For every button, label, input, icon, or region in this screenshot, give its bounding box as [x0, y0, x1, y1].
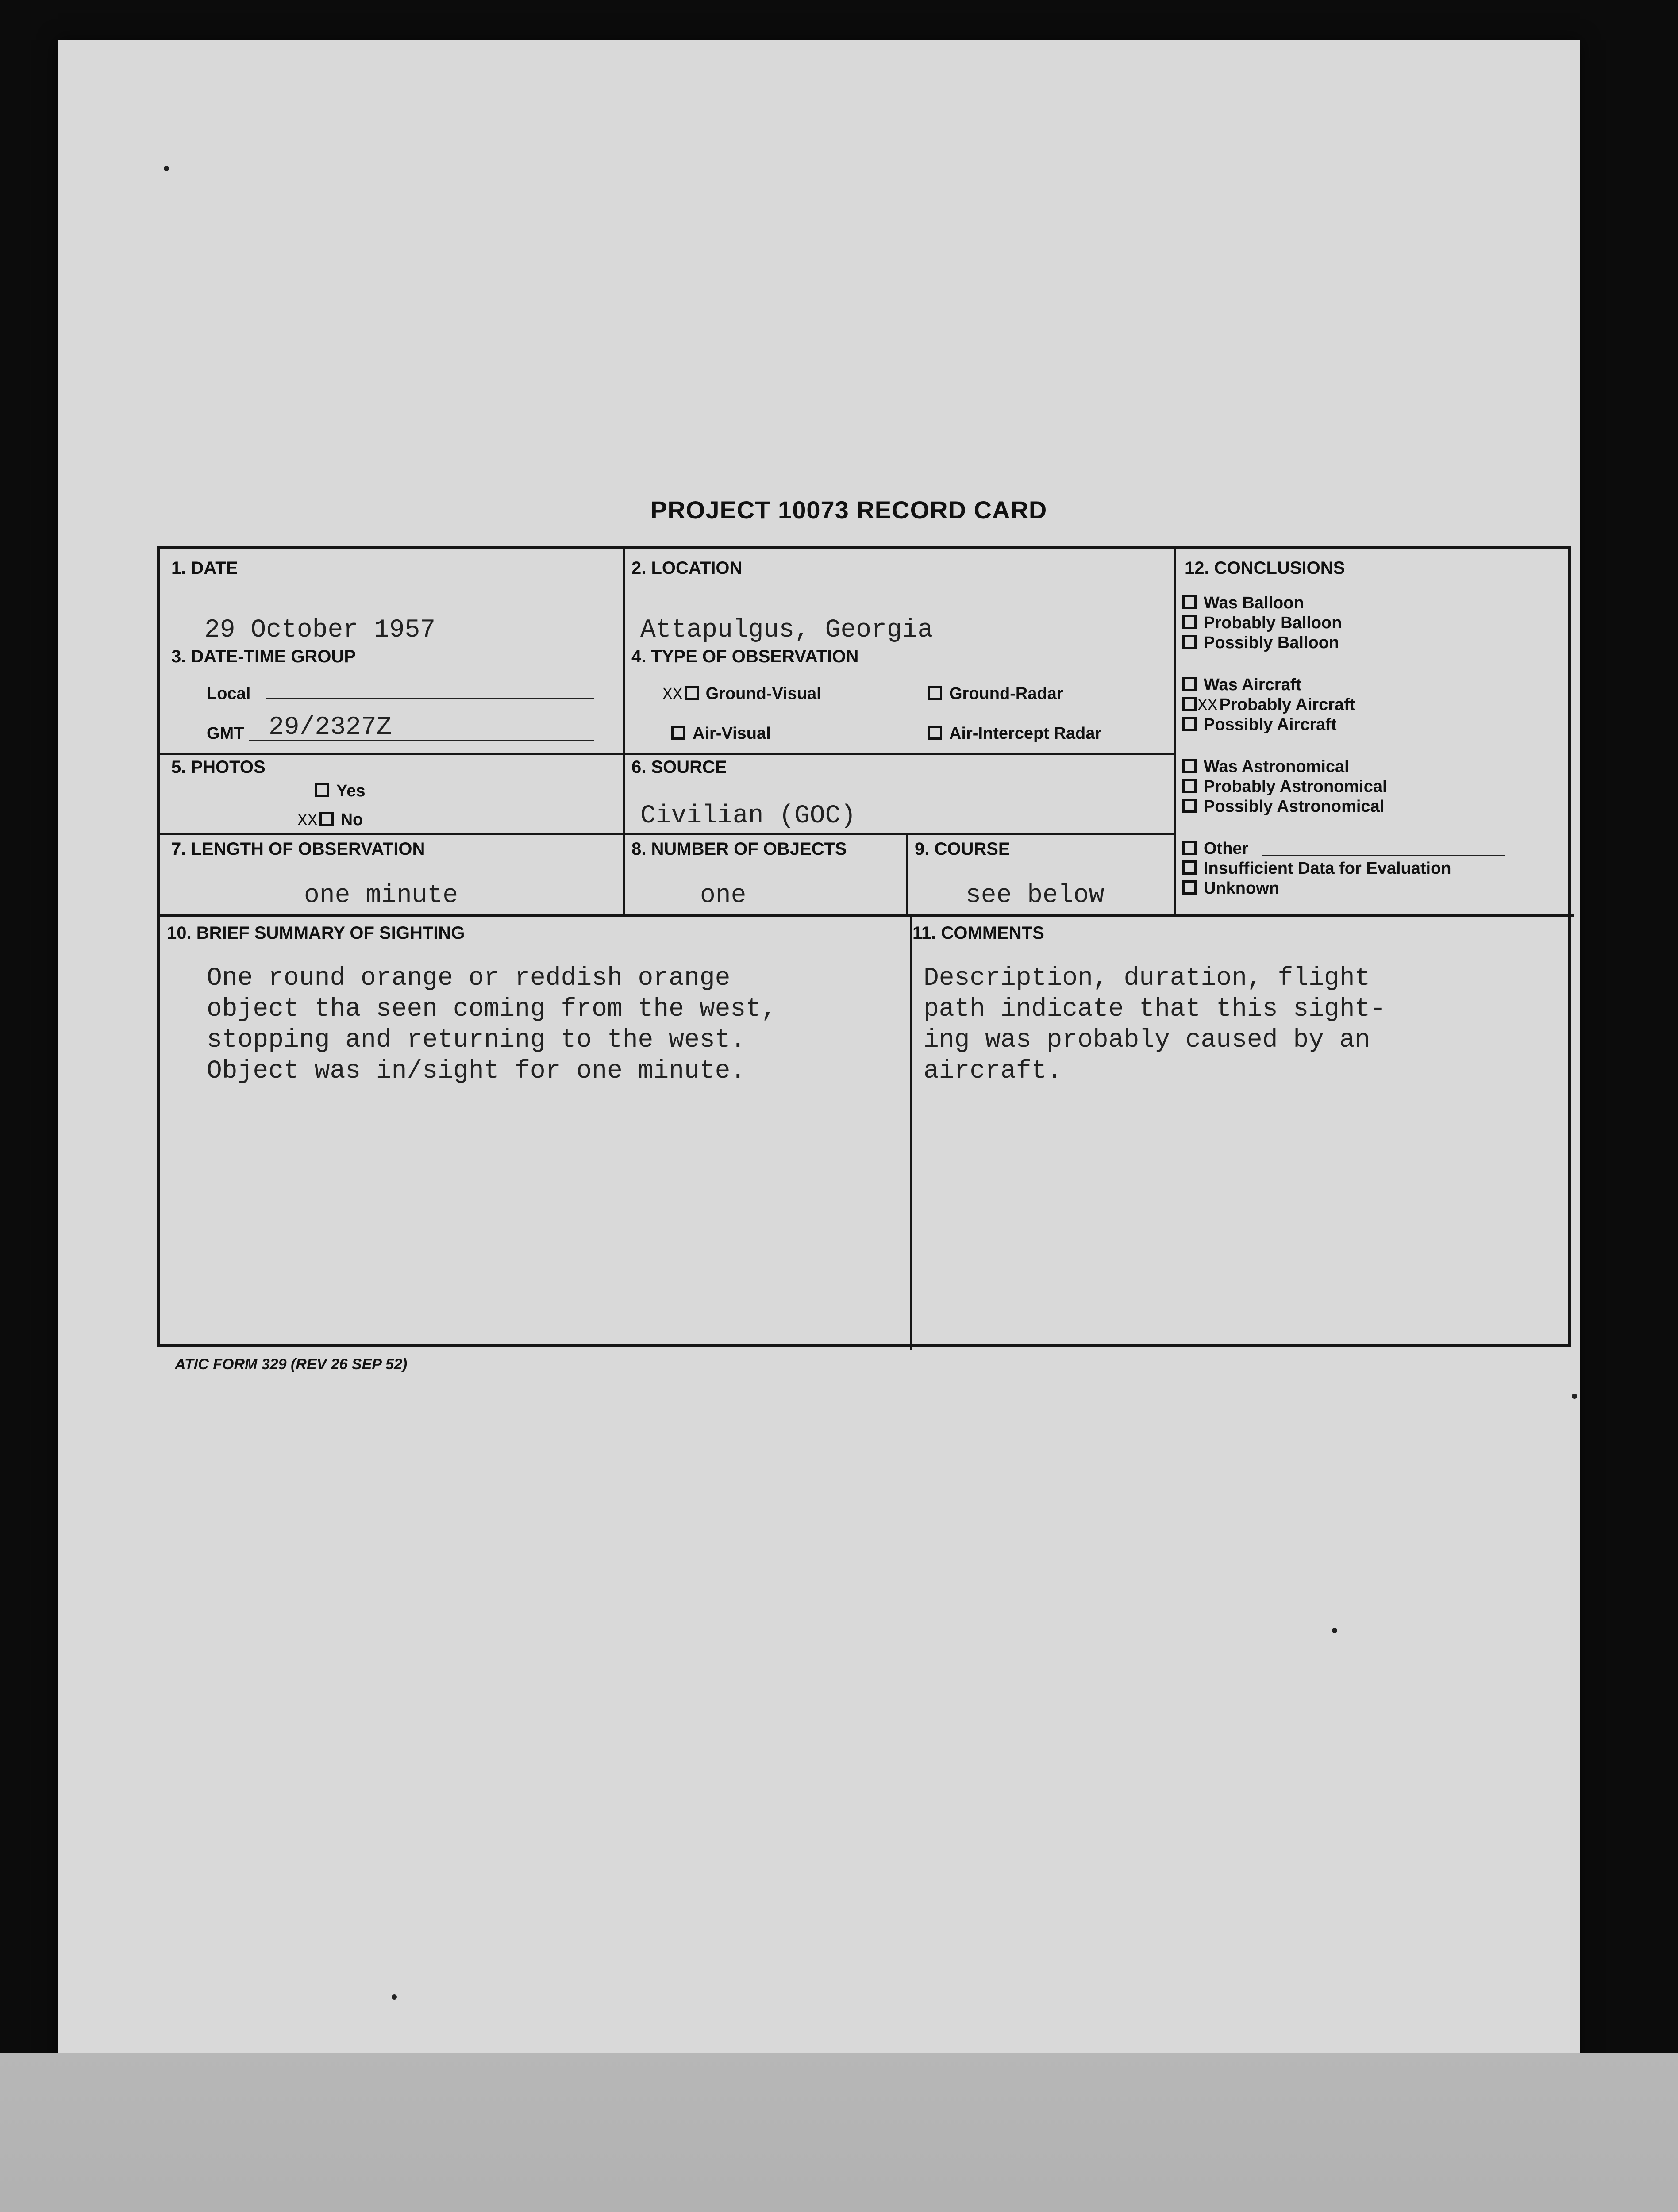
date-label: 1. DATE: [171, 558, 238, 578]
checkbox-icon: [315, 783, 329, 797]
checkbox-icon: [319, 812, 334, 826]
conclusion-possibly-astronomical: Possibly Astronomical: [1182, 797, 1384, 816]
air-visual-option: Air-Visual: [671, 724, 771, 743]
checkbox-icon: [1182, 860, 1197, 875]
checkbox-icon: [1182, 717, 1197, 731]
conclusion-unknown: Unknown: [1182, 879, 1279, 898]
source-label: 6. SOURCE: [631, 757, 727, 777]
length-of-observation-label: 7. LENGTH OF OBSERVATION: [171, 839, 425, 859]
brief-summary-text: [207, 963, 777, 1087]
form-footer: ATIC FORM 329 (REV 26 SEP 52): [175, 1356, 408, 1373]
scan-speck: [392, 1994, 397, 2000]
check-mark: XX: [662, 685, 683, 704]
checkbox-icon: [1182, 635, 1197, 649]
ground-radar-option: Ground-Radar: [928, 684, 1063, 703]
checkbox-icon: [928, 726, 942, 740]
checkbox-icon: [685, 686, 699, 700]
checkbox-icon: [1182, 841, 1197, 855]
scan-speck: [1572, 1394, 1577, 1399]
checkbox-icon: [1182, 615, 1197, 629]
scan-background: [0, 2053, 1678, 2212]
checkbox-icon: [1182, 880, 1197, 895]
local-label: Local: [207, 684, 251, 703]
date-time-group-label: 3. DATE-TIME GROUP: [171, 647, 356, 666]
check-mark: XX: [297, 811, 318, 830]
checkbox-icon: [671, 726, 685, 740]
conclusions-label: 12. CONCLUSIONS: [1185, 558, 1345, 578]
checkbox-icon: [1182, 799, 1197, 813]
local-field-line: [266, 698, 594, 699]
scan-speck: [1332, 1628, 1337, 1633]
checkbox-icon: [1182, 697, 1197, 711]
date-value: 29 October 1957: [204, 616, 436, 645]
card-title: PROJECT 10073 RECORD CARD: [650, 496, 1047, 524]
course-value: see below: [966, 881, 1105, 910]
comments-label: 11. COMMENTS: [912, 923, 1044, 943]
summary-line: Object was in/sight for one minute.: [207, 1057, 746, 1086]
conclusion-was-astronomical: Was Astronomical: [1182, 757, 1349, 776]
comment-line: aircraft.: [924, 1057, 1062, 1086]
air-intercept-radar-option: Air-Intercept Radar: [928, 724, 1101, 743]
number-of-objects-value: one: [700, 881, 747, 910]
type-of-observation-label: 4. TYPE OF OBSERVATION: [631, 647, 859, 666]
conclusion-other: Other: [1182, 839, 1248, 858]
photos-label: 5. PHOTOS: [171, 757, 266, 777]
check-mark: XX: [1197, 696, 1218, 715]
checkbox-icon: [1182, 779, 1197, 793]
conclusion-possibly-aircraft: Possibly Aircraft: [1182, 715, 1337, 734]
length-of-observation-value: one minute: [304, 881, 458, 910]
conclusion-probably-balloon: Probably Balloon: [1182, 614, 1342, 633]
conclusion-insufficient-data: Insufficient Data for Evaluation: [1182, 859, 1451, 878]
other-field-line: [1262, 855, 1505, 856]
conclusion-probably-aircraft: XX Probably Aircraft: [1182, 695, 1355, 715]
number-of-objects-label: 8. NUMBER OF OBJECTS: [631, 839, 847, 859]
conclusion-was-aircraft: Was Aircraft: [1182, 676, 1301, 695]
conclusion-was-balloon: Was Balloon: [1182, 594, 1304, 613]
summary-line: One round orange or reddish orange: [207, 964, 731, 993]
photos-yes-option: Yes: [315, 782, 366, 801]
ground-visual-option: XX Ground-Visual: [662, 684, 821, 704]
summary-line: object tha seen coming from the west,: [207, 995, 777, 1024]
comment-line: ing was probably caused by an: [924, 1026, 1370, 1055]
comments-text: [924, 963, 1386, 1087]
source-value: Civilian (GOC): [640, 802, 856, 830]
comment-line: Description, duration, flight: [924, 964, 1370, 993]
comment-line: path indicate that this sight-: [924, 995, 1386, 1024]
checkbox-icon: [1182, 677, 1197, 691]
record-card-form: [157, 546, 1571, 1347]
checkbox-icon: [928, 686, 942, 700]
gmt-value: 29/2327Z: [269, 713, 392, 742]
checkbox-icon: [1182, 759, 1197, 773]
summary-line: stopping and returning to the west.: [207, 1026, 746, 1055]
gmt-field-line: [249, 740, 594, 741]
photos-no-option: XX No: [297, 810, 363, 830]
course-label: 9. COURSE: [915, 839, 1010, 859]
location-label: 2. LOCATION: [631, 558, 743, 578]
brief-summary-label: 10. BRIEF SUMMARY OF SIGHTING: [167, 923, 465, 943]
checkbox-icon: [1182, 595, 1197, 609]
conclusion-probably-astronomical: Probably Astronomical: [1182, 777, 1387, 796]
scan-speck: [164, 166, 169, 171]
location-value: Attapulgus, Georgia: [640, 616, 933, 645]
conclusion-possibly-balloon: Possibly Balloon: [1182, 634, 1339, 653]
gmt-label: GMT: [207, 724, 244, 743]
